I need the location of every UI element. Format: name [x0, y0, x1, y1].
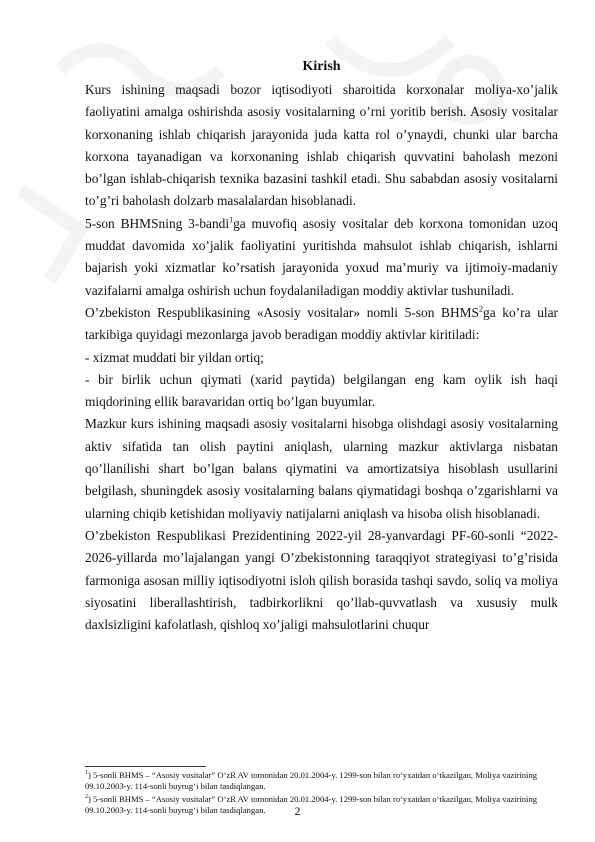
paragraph-text: 5-son BHMSning 3-bandi	[85, 215, 230, 231]
footnote-mark: 1	[85, 770, 88, 776]
paragraph-decree: O’zbekiston Respublikasi Prezidentining 2022-yil 28-yanvardagi PF-60-sonli “2022-2026-yillarda mo’lajalangan yangi O’zbekistonning taraqqiyot strategiyasi to’g’risida farmoniga asosan milliy iqtisodiyotni isloh qilish borasida tashqi savdo, soliq va moliya siyosatini liberallashtirish, tadbirkorlikni qo’llab-quvvatlash va xususiy mulk daxlsizligini kafolatlash, qishloq xo’jaligi mahsulotlarini chuqur	[85, 527, 558, 633]
footnote-separator	[85, 766, 206, 767]
list-item: - xizmat muddati bir yildan ortiq;	[85, 349, 264, 365]
footnote-text: ) 5-sonli BHMS – “Asosiy vositalar” O‘zR AV tomonidan 20.01.2004-y. 1299-son bilan ro‘yxatdan o‘tkazilgan, Moliya vazirining 09.10.2003-y. 114-sonli buyrug‘i bilan tasdiqlangan.	[85, 769, 538, 791]
paragraph-text: ga ko’ra ular tarkibiga quyidagi mezonlarga javob beradigan moddiy aktivlar kiritiladi:	[85, 304, 559, 343]
footnote-item	[85, 768, 558, 792]
paragraph-criteria	[85, 302, 558, 347]
document-body	[85, 56, 558, 636]
list-item: - bir birlik uchun qiymati (xarid paytida) belgilangan eng kam oylik ish haqi miqdorining ellik baravaridan ortiq bo’lgan buyumlar.	[85, 371, 558, 410]
paragraph-intro: Kurs ishining maqsadi bozor iqtisodiyoti sharoitida korxonalar moliya-xo’jalik faoliyatini amalga oshirishda asosiy vositalarning o’rni yoritib berish. Asosiy vositalar korxonaning ishlab chiqarish jarayonida juda katta rol o’ynaydi, chunki ular barcha korxona tayanadigan va korxonaning ishlab chiqarish quvvatini baholash mezoni bo’lgan ishlab-chiqarish texnika bazasini tashkil etadi. Shu sababdan asosiy vositalarni to’g’ri baholash dolzarb masalalardan hisoblanadi.	[85, 82, 558, 209]
footnote-mark: 2	[85, 793, 88, 800]
footnote-text: ) 5-sonli BHMS – “Asosiy vositalar” O‘zR AV tomonidan 20.01.2004-y. 1299-son bilan ro‘yxatdan o‘tkazilgan, Moliya vazirining 09.10.2003-y. 114-sonli buyrug‘i bilan tasdiqlangan.	[85, 793, 538, 815]
paragraph-text: ga muvofiq asosiy vositalar deb korxona tomonidan uzoq muddat davomida xo’jalik faoliyatini yuritishda mahsulot ishlab chiqarish, ishlarni bajarish yoki xizmatlar ko’rsatish jarayonida yoxud ma’muriy va ijtimoiy-madaniy vazifalarni amalga oshirish uchun foydalaniladigan moddiy aktivlar tushuniladi.	[85, 215, 558, 298]
paragraph-goal: Mazkur kurs ishining maqsadi asosiy vositalarni hisobga olishdagi asosiy vositalarning aktiv sifatida tan olish paytini aniqlash, ularning mazkur aktivlarga nisbatan qo’llanilishi shart bo’lgan balans qiymatini va amortizatsiya hisoblash usullarini belgilash, shuningdek asosiy vositalarning balans qiymatidagi boshqa o’zgarishlarni va ularning chiqib ketishidan moliyaviy natijalarni aniqlash va hisoba olish hisoblanadi.	[85, 416, 558, 521]
footnote-ref[interactable]: 2	[479, 304, 483, 314]
page-number: 2	[294, 804, 301, 818]
paragraph-text: O’zbekiston Respublikasining «Asosiy vositalar» nomli 5-son BHMS	[85, 304, 479, 320]
footnote-ref[interactable]: 1	[229, 215, 234, 225]
page-title: Kirish	[302, 59, 341, 74]
paragraph-definition	[85, 213, 558, 302]
